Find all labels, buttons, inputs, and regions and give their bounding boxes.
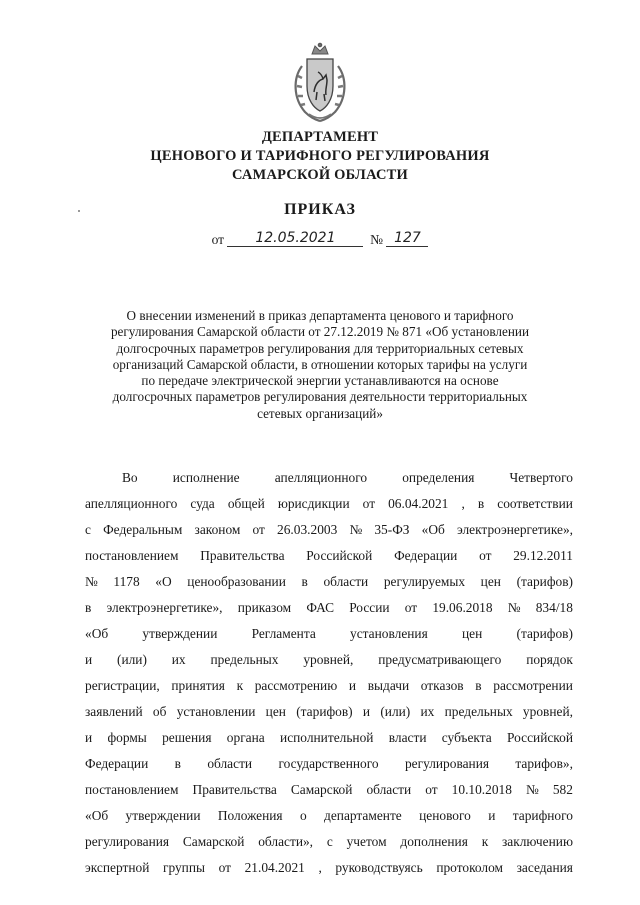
date-prefix: от [211,232,225,247]
order-number: 127 [386,230,428,247]
body-word: области», [258,834,314,849]
body-word: экспертной [85,860,150,875]
body-word: об [152,704,167,719]
body-word: принятия [171,678,225,693]
body-word: цен [265,704,286,719]
body-word: 19.06.2018 [432,600,493,615]
body-word: предельных [444,704,513,719]
body-word: дополнения [400,834,468,849]
body-line [85,751,573,777]
body-line [85,569,573,595]
body-word: и [348,678,357,693]
body-line [85,699,573,725]
subject-line: по передаче электрической энергии устанавливаются на основе [141,373,499,389]
body-word: ФАС [306,600,334,615]
body-word: , [461,496,465,511]
body-word: уровней, [303,652,354,667]
body-word: 35-ФЗ [374,522,410,537]
subject-line: долгосрочных параметров регулирования деятельности территориальных [112,389,528,405]
body-word: решения [162,730,212,745]
body-word: их [420,704,435,719]
body-word: области [366,782,412,797]
body-word: и [85,652,93,667]
body-word: Правительства [192,782,277,797]
body-word: 29.12.2011 [513,548,573,563]
body-word: уровней, [522,704,573,719]
body-word: Правительства [200,548,285,563]
body-word: от [218,860,231,875]
body-line [85,725,573,751]
body-word: 1178 [113,574,140,589]
body-word: цен [480,574,501,589]
order-subject [84,308,556,422]
body-word: «О [155,574,172,589]
body-word: к [236,678,244,693]
body-word: от [425,782,438,797]
body-word: о [299,808,307,823]
body-word: в [301,574,308,589]
body-word: постановлением [85,782,179,797]
body-word: Федерации [85,756,149,771]
body-word: заявлений [85,704,143,719]
body-line [85,491,573,517]
order-date: 12.05.2021 [227,230,363,247]
body-line [85,465,573,491]
coat-of-arms-emblem [285,42,355,124]
body-word: и [85,730,93,745]
body-word: рассмотрении [493,678,573,693]
body-word: 26.03.2003 [277,522,338,537]
body-word: органа [226,730,265,745]
body-word: тарифного [512,808,573,823]
body-word: в [85,600,92,615]
subject-line: сетевых организаций» [257,405,383,421]
body-word: Самарской [290,782,353,797]
body-word: рассмотрению [254,678,338,693]
department-line: САМАРСКОЙ ОБЛАСТИ [231,167,409,183]
order-title: ПРИКАЗ [284,201,356,218]
body-word: законом [194,522,241,537]
body-word: 06.04.2021 [388,496,449,511]
body-word: Регламента [251,626,316,641]
body-word: Российской [507,730,573,745]
body-word: утверждении [142,626,218,641]
body-word: , [318,860,322,875]
body-word: суда [190,496,215,511]
body-word: России [349,600,390,615]
body-line [85,673,573,699]
body-word: порядок [526,652,573,667]
subject-line: организаций Самарской области, в отношении которых тарифы на услуги [112,356,528,372]
body-word: «Об [421,522,445,537]
department-line: ДЕПАРТАМЕНТ [261,129,379,145]
body-word: 10.10.2018 [451,782,512,797]
department-line: ЦЕНОВОГО И ТАРИФНОГО РЕГУЛИРОВАНИЯ [150,148,490,164]
body-word: от [252,522,265,537]
body-word: заседания [516,860,573,875]
body-word: Четвертого [509,470,573,485]
body-word: ценового [419,808,471,823]
body-word: области [323,574,369,589]
body-word: с [326,834,333,849]
body-word: и [362,704,371,719]
body-word: в [477,496,485,511]
body-word: тарифов», [515,756,573,771]
body-word: выдачи [367,678,410,693]
body-word: № [525,782,539,797]
body-word: Во [122,470,138,485]
body-line [85,543,573,569]
body-word: предусматривающего [378,652,502,667]
body-word: установлении [176,704,256,719]
body-line [85,855,573,881]
body-word: цен [462,626,483,641]
body-word: отказов [420,678,464,693]
body-word: (тарифов) [516,626,573,641]
body-word: государственного [278,756,379,771]
body-word: «Об [85,626,109,641]
body-word: в [475,678,482,693]
body-word: субъекта [441,730,492,745]
body-word: (или) [117,652,147,667]
body-word: формы [107,730,147,745]
body-word: к [481,834,489,849]
body-word: власти [388,730,427,745]
body-word: 21.04.2021 [244,860,305,875]
body-word: Самарской [182,834,245,849]
body-word: группы [162,860,206,875]
body-word: учетом [346,834,387,849]
body-word: определения [402,470,475,485]
subject-line: долгосрочных параметров регулирования для территориальных сетевых [116,340,524,356]
order-dateline [0,232,640,249]
body-line [85,829,573,855]
body-word: в [174,756,181,771]
body-line [85,777,573,803]
body-word: с [85,522,91,537]
body-word: Федеральным [103,522,183,537]
body-word: «Об [85,808,109,823]
body-word: 834/18 [535,600,573,615]
body-word: юрисдикции [277,496,350,511]
body-word: регулируемых [383,574,466,589]
body-word: установления [350,626,428,641]
body-word: регулирования [85,834,170,849]
body-word: (тарифов) [516,574,573,589]
subject-line: О внесении изменений в приказ департамента ценового и тарифного [126,308,514,323]
body-word: общей [227,496,265,511]
body-word: их [171,652,186,667]
body-word: 582 [552,782,573,797]
body-word: приказом [237,600,292,615]
body-word: соответствии [497,496,573,511]
order-body [85,465,573,881]
body-word: электроэнергетике», [456,522,573,537]
body-word: руководствуясь [335,860,423,875]
body-line [85,647,573,673]
body-word: Положения [217,808,283,823]
body-word: утверждении [125,808,201,823]
body-line [85,621,573,647]
body-word: протоколом [436,860,504,875]
subject-line: регулирования Самарской области от 27.12.2019 № 871 «Об установлении [110,324,530,340]
body-word: от [404,600,418,615]
body-word: заключению [502,834,573,849]
body-word: исполнительной [280,730,374,745]
body-word: электроэнергетике», [106,600,223,615]
body-line [85,803,573,829]
body-word: № [349,522,363,537]
body-word: (или) [380,704,411,719]
body-word: апелляционного [85,496,178,511]
body-word: № [85,574,98,589]
body-word: департаменте [324,808,402,823]
body-word: регулирования [404,756,490,771]
body-word: предельных [210,652,279,667]
number-sign: № [370,232,384,247]
body-word: от [479,548,492,563]
body-word: апелляционного [274,470,368,485]
body-word: постановлением [85,548,179,563]
body-word: регистрации, [85,678,160,693]
body-line [85,517,573,543]
body-word: (тарифов) [296,704,353,719]
body-word: ценообразовании [187,574,286,589]
body-word: № [507,600,521,615]
body-word: области [207,756,253,771]
body-word: от [362,496,376,511]
body-word: и [488,808,496,823]
department-name [0,128,640,185]
body-line [85,595,573,621]
body-word: исполнение [172,470,240,485]
body-word: Российской [306,548,373,563]
body-word: Федерации [394,548,458,563]
